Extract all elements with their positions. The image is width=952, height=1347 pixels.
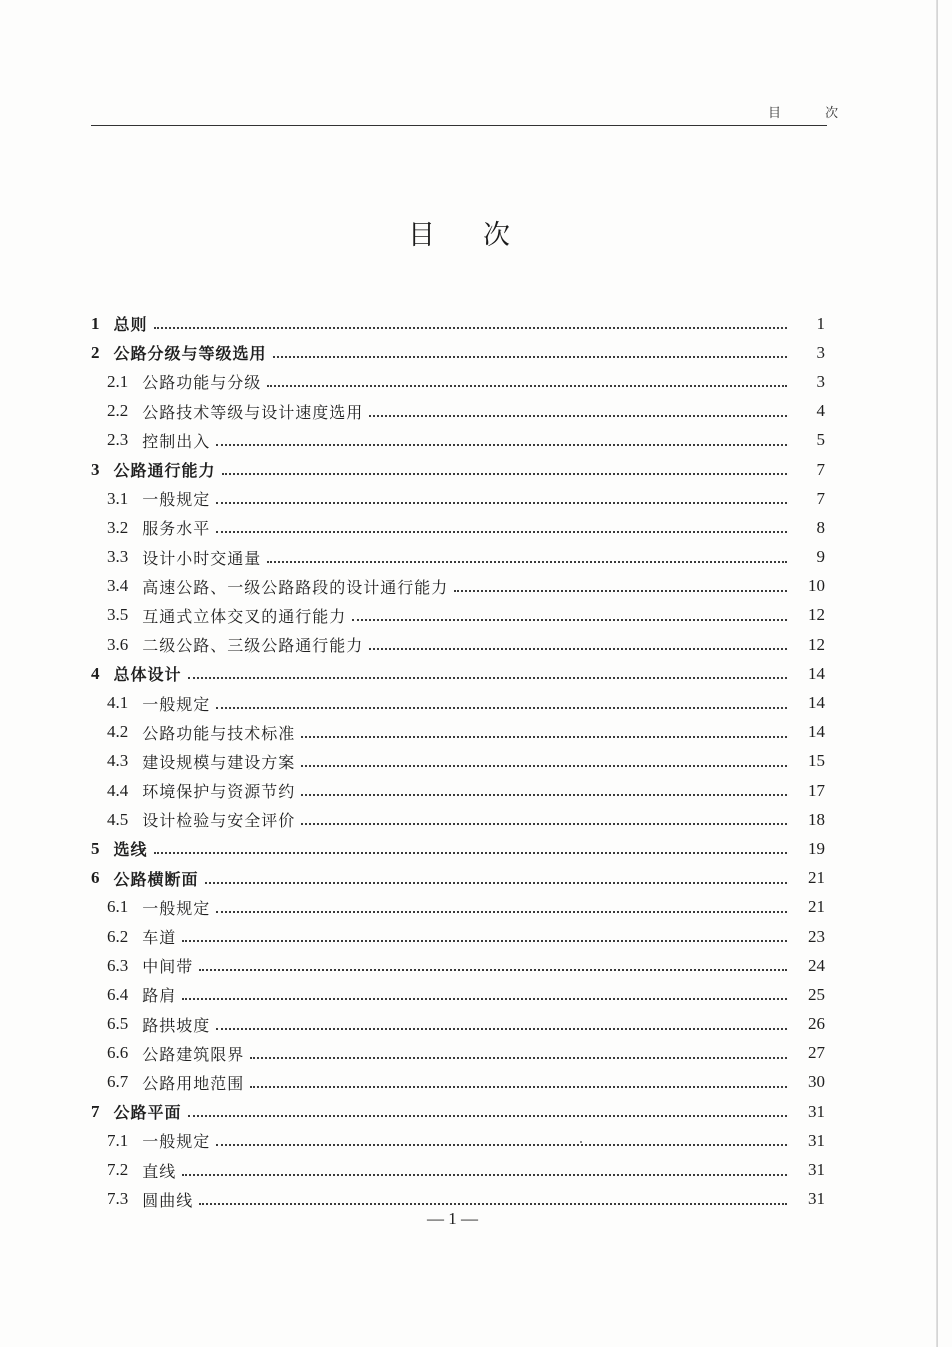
toc-entry-page: 31: [808, 1101, 825, 1121]
toc-entry-number: 6.4: [107, 984, 129, 1004]
toc-entry-title: 圆曲线: [142, 1190, 194, 1210]
toc-entry[interactable]: [0, 864, 952, 893]
toc-entry-title: 公路建筑限界: [142, 1044, 245, 1064]
toc-entry-title: 路肩: [142, 986, 177, 1006]
page-title: 目次: [408, 220, 558, 251]
toc-entry-page: 25: [808, 984, 825, 1004]
toc-entry-page: 15: [808, 751, 825, 771]
dot-leader: [216, 910, 787, 913]
toc-entry[interactable]: [0, 1126, 952, 1155]
toc-entry-number: 6: [91, 868, 100, 888]
toc-entry-title: 服务水平: [142, 519, 211, 539]
dot-leader: [216, 530, 787, 533]
toc-entry-number: 1: [91, 313, 100, 333]
toc-entry[interactable]: [0, 980, 952, 1009]
toc-entry[interactable]: [0, 397, 952, 426]
dot-leader: [273, 355, 787, 358]
toc-entry[interactable]: [0, 659, 952, 688]
toc-entry[interactable]: [0, 718, 952, 747]
toc-entry[interactable]: [0, 630, 952, 659]
toc-entry-page: 14: [808, 693, 825, 713]
toc-entry-page: 14: [808, 722, 825, 742]
toc-entry-number: 6.2: [107, 926, 129, 946]
toc-entry-page: 31: [808, 1130, 825, 1150]
toc-entry-title: 控制出入: [142, 431, 211, 451]
dot-leader: [369, 647, 787, 650]
toc-entry-page: 26: [808, 1014, 825, 1034]
toc-entry[interactable]: [0, 1068, 952, 1097]
toc-entry-number: 6.1: [107, 897, 129, 917]
toc-entry-number: 4.1: [107, 693, 129, 713]
toc-entry-number: 7.2: [107, 1160, 129, 1180]
toc-entry-title: 环境保护与资源节约: [142, 782, 296, 802]
dot-leader: [216, 1027, 787, 1030]
toc-entry-number: 7.3: [107, 1189, 129, 1209]
toc-entry-page: 24: [808, 955, 825, 975]
toc-entry-number: 4.2: [107, 722, 129, 742]
toc-entry-number: 6.6: [107, 1043, 129, 1063]
toc-entry-number: 3.1: [107, 488, 129, 508]
toc-entry-page: 21: [808, 897, 825, 917]
toc-entry-title: 一般规定: [142, 898, 211, 918]
toc-entry[interactable]: [0, 513, 952, 542]
toc-entry-page: 7: [816, 459, 825, 479]
toc-entry-number: 6.3: [107, 955, 129, 975]
toc-entry-page: 21: [808, 868, 825, 888]
toc-entry-page: 17: [808, 780, 825, 800]
toc-entry-page: 12: [808, 634, 825, 654]
toc-entry-title: 中间带: [142, 957, 194, 977]
toc-entry-page: 31: [808, 1160, 825, 1180]
toc-entry-number: 2.1: [107, 371, 129, 391]
toc-entry-title: 公路横断面: [113, 869, 199, 889]
toc-entry[interactable]: [0, 309, 952, 338]
toc-entry-page: 27: [808, 1043, 825, 1063]
toc-entry-number: 2.3: [107, 430, 129, 450]
toc-entry-number: 3.2: [107, 517, 129, 537]
dot-leader: [182, 1173, 787, 1176]
toc-entry-number: 7.1: [107, 1130, 129, 1150]
toc-entry-title: 建设规模与建设方案: [142, 752, 296, 772]
dot-leader: [216, 1143, 787, 1146]
dot-leader: [250, 1085, 787, 1088]
dot-leader: [199, 1202, 787, 1205]
toc-entry-page: 10: [808, 576, 825, 596]
toc-entry-number: 2: [91, 342, 100, 362]
toc-entry[interactable]: [0, 951, 952, 980]
toc-entry-page: 18: [808, 809, 825, 829]
dot-leader: [216, 501, 787, 504]
dot-leader: [216, 443, 787, 446]
toc-entry-number: 3.4: [107, 576, 129, 596]
toc-entry[interactable]: [0, 367, 952, 396]
toc-entry[interactable]: [0, 922, 952, 951]
toc-entry-title: 公路功能与分级: [142, 373, 262, 393]
toc-entry[interactable]: [0, 572, 952, 601]
toc-entry-title: 设计小时交通量: [142, 548, 262, 568]
dot-leader: [182, 939, 787, 942]
toc-entry-title: 选线: [113, 840, 148, 860]
dot-leader: [352, 618, 787, 621]
toc-entry[interactable]: [0, 893, 952, 922]
dot-leader: [454, 589, 787, 592]
toc-entry-number: 4: [91, 663, 100, 683]
table-of-contents: [0, 309, 952, 1214]
toc-entry-title: 高速公路、一级公路路段的设计通行能力: [142, 577, 449, 597]
toc-entry-title: 总则: [113, 315, 148, 335]
toc-entry-page: 14: [808, 663, 825, 683]
toc-entry-title: 直线: [142, 1161, 177, 1181]
toc-entry-title: 公路用地范围: [142, 1073, 245, 1093]
dot-leader: [301, 735, 787, 738]
toc-entry-page: 4: [816, 401, 825, 421]
page-number: — 1 —: [427, 1209, 478, 1228]
toc-entry[interactable]: [0, 1010, 952, 1039]
dot-leader: [267, 384, 787, 387]
toc-entry[interactable]: [0, 834, 952, 863]
header-rule: [91, 125, 827, 126]
dot-leader: [267, 560, 787, 563]
toc-entry[interactable]: [0, 776, 952, 805]
toc-entry[interactable]: [0, 601, 952, 630]
toc-entry-number: 3: [91, 459, 100, 479]
dot-leader: [301, 822, 787, 825]
toc-entry-title: 公路功能与技术标准: [142, 723, 296, 743]
toc-entry-page: 30: [808, 1072, 825, 1092]
toc-entry-title: 公路通行能力: [113, 461, 216, 481]
toc-entry[interactable]: [0, 688, 952, 717]
dot-leader: [250, 1056, 787, 1059]
dot-leader: [199, 968, 787, 971]
toc-entry[interactable]: [0, 455, 952, 484]
toc-entry[interactable]: [0, 1097, 952, 1126]
toc-entry-number: 6.5: [107, 1014, 129, 1034]
toc-entry-page: 5: [816, 430, 825, 450]
dot-leader: [188, 676, 787, 679]
toc-entry-number: 6.7: [107, 1072, 129, 1092]
toc-entry-page: 7: [816, 488, 825, 508]
toc-entry-number: 4.4: [107, 780, 129, 800]
toc-entry[interactable]: [0, 426, 952, 455]
toc-entry-number: 3.5: [107, 605, 129, 625]
toc-entry-page: 1: [816, 313, 825, 333]
toc-entry-number: 4.5: [107, 809, 129, 829]
toc-entry-number: 2.2: [107, 401, 129, 421]
toc-entry[interactable]: [0, 543, 952, 572]
dot-leader: [301, 764, 787, 767]
running-head: 目 次: [768, 106, 859, 121]
toc-entry-title: 设计检验与安全评价: [142, 811, 296, 831]
toc-entry-number: 4.3: [107, 751, 129, 771]
dot-leader: [188, 1114, 787, 1117]
toc-entry-title: 公路技术等级与设计速度选用: [142, 402, 364, 422]
toc-entry-page: 3: [816, 342, 825, 362]
toc-entry-title: 公路分级与等级选用: [113, 344, 267, 364]
toc-entry[interactable]: [0, 805, 952, 834]
toc-entry-title: 二级公路、三级公路通行能力: [142, 636, 364, 656]
toc-entry[interactable]: [0, 1039, 952, 1068]
toc-entry-page: 19: [808, 838, 825, 858]
scan-speck: [580, 1141, 582, 1143]
toc-entry-page: 9: [816, 547, 825, 567]
dot-leader: [205, 881, 787, 884]
toc-entry-number: 5: [91, 838, 100, 858]
toc-entry[interactable]: [0, 338, 952, 367]
toc-entry-title: 一般规定: [142, 694, 211, 714]
toc-entry-page: 3: [816, 371, 825, 391]
toc-entry[interactable]: [0, 747, 952, 776]
dot-leader: [369, 414, 787, 417]
toc-entry-page: 23: [808, 926, 825, 946]
toc-entry-number: 3.3: [107, 547, 129, 567]
toc-entry-number: 3.6: [107, 634, 129, 654]
dot-leader: [216, 706, 787, 709]
toc-entry-page: 31: [808, 1189, 825, 1209]
dot-leader: [182, 997, 787, 1000]
toc-entry[interactable]: [0, 484, 952, 513]
toc-entry-title: 路拱坡度: [142, 1015, 211, 1035]
toc-entry-page: 12: [808, 605, 825, 625]
toc-entry-title: 总体设计: [113, 665, 182, 685]
toc-entry-title: 一般规定: [142, 1132, 211, 1152]
dot-leader: [222, 472, 787, 475]
toc-entry[interactable]: [0, 1155, 952, 1184]
dot-leader: [301, 793, 787, 796]
toc-entry-title: 互通式立体交叉的通行能力: [142, 606, 347, 626]
dot-leader: [154, 326, 787, 329]
toc-entry-title: 公路平面: [113, 1103, 182, 1123]
toc-entry-title: 车道: [142, 928, 177, 948]
toc-entry-page: 8: [816, 517, 825, 537]
toc-entry-title: 一般规定: [142, 490, 211, 510]
dot-leader: [154, 851, 787, 854]
toc-entry-number: 7: [91, 1101, 100, 1121]
